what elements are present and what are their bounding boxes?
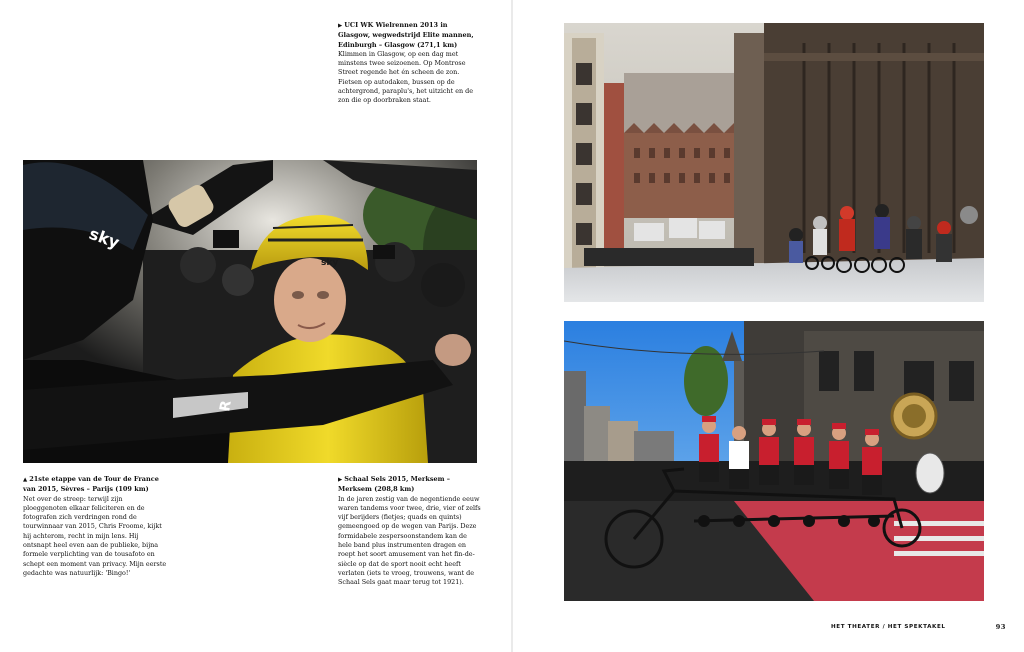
helmet-logo: sky xyxy=(321,258,339,268)
caption-tour-body: Net over de streep: terwijl zijn ploeggenoten elkaar feliciteren en de fotografen zich verdringen rond de tourwinnaar van 2015, Chris Froome, kijkt hij achterom, recht in mijn lens. Hij ontsnapt heel even aan de publieke, bijna formele verplichting van de tousafoto en schept een moment van privacy. Mijn eerste gedachte was natuurlijk: 'Bingo!' xyxy=(23,494,167,577)
page-footer xyxy=(831,622,1006,634)
photo-tandem xyxy=(564,321,984,601)
caption-glasgow-heading: ▶ UCI WK Wielrennen 2013 in Glasgow, wegwedstrijd Elite mannen, Edinburgh – Glasgow (271,1 km) xyxy=(338,21,474,49)
photo-tandem-image xyxy=(564,321,984,601)
caption-tour-marker: ▲ xyxy=(23,477,28,483)
umbrella-icon xyxy=(960,206,978,224)
photo-froome xyxy=(23,160,477,463)
caption-schaal-sels xyxy=(338,475,481,588)
svg-text:R: R xyxy=(217,399,235,413)
running-head: HET THEATER / HET SPEKTAKEL xyxy=(831,624,946,630)
drum-icon xyxy=(916,453,944,493)
caption-tour-heading: ▲ 21ste etappe van de Tour de France van 2015, Sèvres – Parijs (109 km) xyxy=(23,475,159,494)
caption-glasgow-body: Klimmen in Glasgow, op een dag met minstens twee seizoenen. Op Montrose Street regende het én scheen de zon. Fietsen op autodaken, bussen op de achtergrond, paraplu's, het uitzicht en de zon die op doorbraken staat. xyxy=(338,49,474,105)
page-number: 93 xyxy=(995,623,1006,631)
caption-sels-body: In de jaren zestig van de negentiende eeuw waren tandems voor twee, drie, vier of zelfs vijf berijders (fietjes; quads en quints) gemeengoed op de wegen van Parijs. Deze formidabele zespersoonstandem kan de hele band plus instrumenten dragen en roept het soort amusement van het fin-de-siècle op dat de sport nooit echt heeft verlaten (iets te vroeg, trouwens, want de Schaal Sels gaat maar terug tot 1921). xyxy=(338,494,481,587)
photo-glasgow-image xyxy=(564,23,984,302)
camera-icon xyxy=(213,230,239,248)
photo-glasgow xyxy=(564,23,984,302)
caption-glasgow-marker: ▶ xyxy=(338,23,343,29)
photo-froome-image xyxy=(23,160,477,463)
page-gutter xyxy=(511,0,513,652)
rider-cap-logo: sky xyxy=(86,223,122,253)
caption-sels-heading: ▶ Schaal Sels 2015, Merksem – Merksem (208,8 km) xyxy=(338,475,451,494)
caption-glasgow xyxy=(338,21,481,106)
caption-tour-de-france xyxy=(23,475,167,578)
caption-sels-marker: ▶ xyxy=(338,477,343,483)
